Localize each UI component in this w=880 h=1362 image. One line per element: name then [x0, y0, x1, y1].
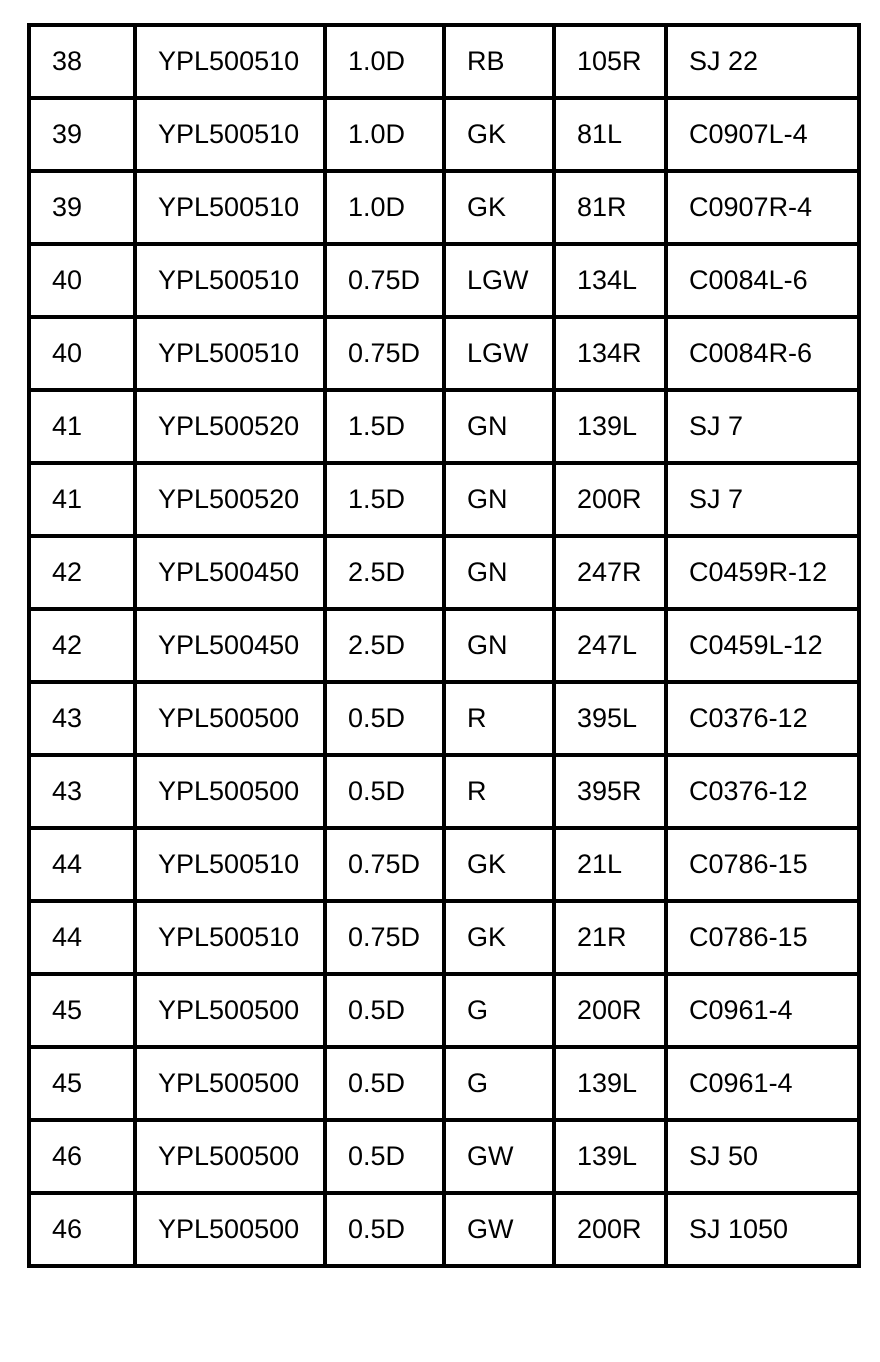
table-row	[29, 1193, 859, 1266]
table-cell: 105R	[554, 25, 666, 98]
table-cell: 0.75D	[325, 828, 444, 901]
table-cell: 0.5D	[325, 974, 444, 1047]
table-cell: GK	[444, 828, 554, 901]
table-cell: 0.5D	[325, 1193, 444, 1266]
table-cell: YPL500510	[135, 98, 325, 171]
table-cell: 139L	[554, 1047, 666, 1120]
table-cell: SJ 7	[666, 390, 859, 463]
table-cell: 0.5D	[325, 755, 444, 828]
table-cell: 44	[29, 828, 135, 901]
table-cell: GN	[444, 390, 554, 463]
table-cell: GW	[444, 1193, 554, 1266]
table-cell: LGW	[444, 317, 554, 390]
table-cell: 134L	[554, 244, 666, 317]
table-cell: 43	[29, 755, 135, 828]
table-cell: 0.5D	[325, 1120, 444, 1193]
table-cell: C0907L-4	[666, 98, 859, 171]
table-cell: 247R	[554, 536, 666, 609]
table-cell: C0907R-4	[666, 171, 859, 244]
table-row	[29, 1047, 859, 1120]
table-row	[29, 901, 859, 974]
wiring-table	[27, 23, 861, 1268]
table-cell: GK	[444, 901, 554, 974]
table-cell: 42	[29, 536, 135, 609]
table-cell: 43	[29, 682, 135, 755]
table-cell: 81L	[554, 98, 666, 171]
table-cell: YPL500500	[135, 1047, 325, 1120]
table-cell: C0961-4	[666, 1047, 859, 1120]
table-cell: 0.75D	[325, 317, 444, 390]
table-row	[29, 25, 859, 98]
table-cell: YPL500510	[135, 828, 325, 901]
table-cell: 395R	[554, 755, 666, 828]
table-cell: 21L	[554, 828, 666, 901]
table-cell: YPL500500	[135, 1120, 325, 1193]
table-cell: SJ 50	[666, 1120, 859, 1193]
table-cell: C0376-12	[666, 755, 859, 828]
table-cell: 45	[29, 1047, 135, 1120]
table-cell: 1.0D	[325, 171, 444, 244]
table-cell: C0459R-12	[666, 536, 859, 609]
table-cell: 39	[29, 171, 135, 244]
table-cell: 46	[29, 1193, 135, 1266]
table-cell: 0.5D	[325, 1047, 444, 1120]
table-row	[29, 1120, 859, 1193]
table-cell: 139L	[554, 390, 666, 463]
table-cell: GW	[444, 1120, 554, 1193]
table-cell: YPL500450	[135, 609, 325, 682]
table-row	[29, 755, 859, 828]
table-cell: 200R	[554, 974, 666, 1047]
table-row	[29, 609, 859, 682]
table-row	[29, 536, 859, 609]
table-cell: C0961-4	[666, 974, 859, 1047]
table-cell: 44	[29, 901, 135, 974]
table-cell: 46	[29, 1120, 135, 1193]
table-row	[29, 390, 859, 463]
table-cell: YPL500500	[135, 682, 325, 755]
table-cell: 139L	[554, 1120, 666, 1193]
table-cell: 1.0D	[325, 98, 444, 171]
table-cell: YPL500510	[135, 171, 325, 244]
table-cell: SJ 7	[666, 463, 859, 536]
table-cell: SJ 22	[666, 25, 859, 98]
table-cell: YPL500520	[135, 463, 325, 536]
table-cell: YPL500510	[135, 244, 325, 317]
table-cell: 40	[29, 244, 135, 317]
table-cell: 39	[29, 98, 135, 171]
table-row	[29, 463, 859, 536]
table-cell: C0084R-6	[666, 317, 859, 390]
table-cell: C0084L-6	[666, 244, 859, 317]
table-cell: 40	[29, 317, 135, 390]
table-cell: R	[444, 682, 554, 755]
table-cell: 0.5D	[325, 682, 444, 755]
table-cell: 247L	[554, 609, 666, 682]
table-body	[29, 25, 859, 1266]
table-cell: C0459L-12	[666, 609, 859, 682]
table-cell: C0376-12	[666, 682, 859, 755]
table-cell: LGW	[444, 244, 554, 317]
table-row	[29, 974, 859, 1047]
table-cell: 395L	[554, 682, 666, 755]
table-cell: 21R	[554, 901, 666, 974]
table-cell: GN	[444, 609, 554, 682]
table-cell: YPL500500	[135, 1193, 325, 1266]
table-cell: YPL500500	[135, 755, 325, 828]
table-cell: 38	[29, 25, 135, 98]
table-cell: GK	[444, 171, 554, 244]
table-row	[29, 828, 859, 901]
table-cell: 200R	[554, 1193, 666, 1266]
table-cell: 200R	[554, 463, 666, 536]
table-cell: 0.75D	[325, 901, 444, 974]
table-cell: 2.5D	[325, 609, 444, 682]
table-row	[29, 171, 859, 244]
table-cell: GK	[444, 98, 554, 171]
table-cell: 0.75D	[325, 244, 444, 317]
table-cell: C0786-15	[666, 828, 859, 901]
table-cell: R	[444, 755, 554, 828]
table-cell: C0786-15	[666, 901, 859, 974]
table-cell: 41	[29, 390, 135, 463]
table-cell: 134R	[554, 317, 666, 390]
table-row	[29, 682, 859, 755]
table-cell: 41	[29, 463, 135, 536]
table-cell: GN	[444, 463, 554, 536]
table-cell: YPL500450	[135, 536, 325, 609]
table-cell: GN	[444, 536, 554, 609]
table-cell: YPL500510	[135, 317, 325, 390]
table-cell: 45	[29, 974, 135, 1047]
table-cell: 1.5D	[325, 390, 444, 463]
table-cell: 1.5D	[325, 463, 444, 536]
table-cell: YPL500510	[135, 25, 325, 98]
table-cell: G	[444, 974, 554, 1047]
table-row	[29, 317, 859, 390]
table-cell: YPL500520	[135, 390, 325, 463]
table-row	[29, 98, 859, 171]
table-cell: YPL500500	[135, 974, 325, 1047]
table-cell: SJ 1050	[666, 1193, 859, 1266]
table-cell: 81R	[554, 171, 666, 244]
table-cell: G	[444, 1047, 554, 1120]
table-cell: RB	[444, 25, 554, 98]
table-cell: 42	[29, 609, 135, 682]
table-row	[29, 244, 859, 317]
table-cell: 2.5D	[325, 536, 444, 609]
table-cell: 1.0D	[325, 25, 444, 98]
table-cell: YPL500510	[135, 901, 325, 974]
